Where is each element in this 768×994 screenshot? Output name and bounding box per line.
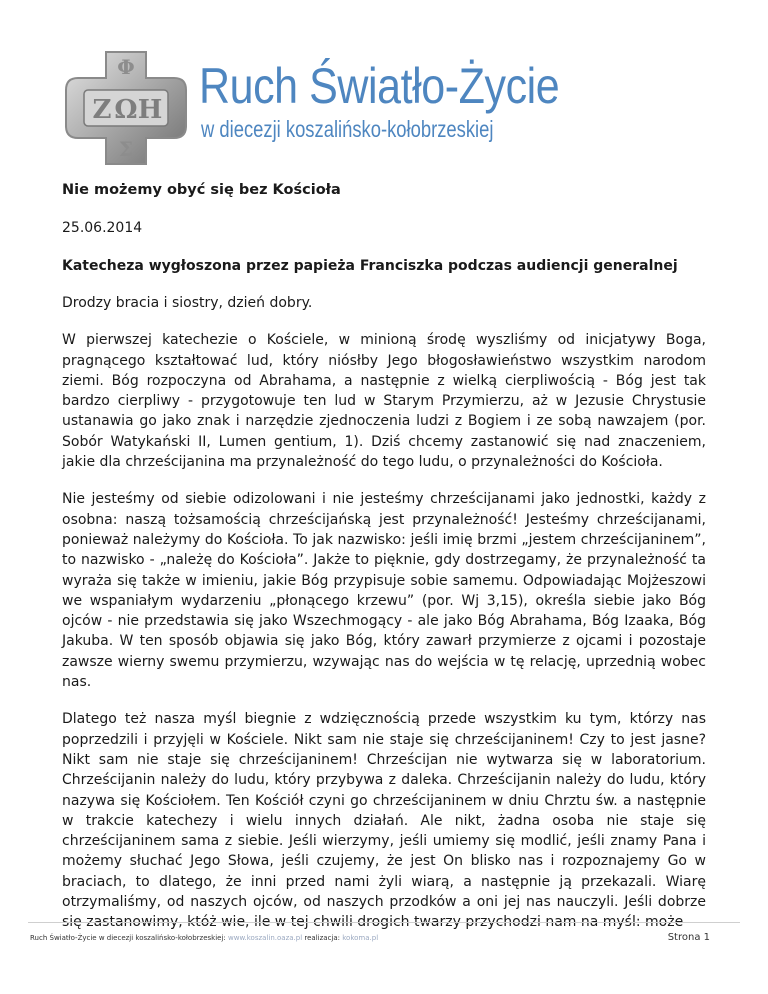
article-title: Nie możemy obyć się bez Kościoła — [62, 182, 341, 198]
logo-letter: Ζ — [92, 95, 112, 125]
article-paragraph: W pierwszej katechezie o Kościele, w minioną środę wyszliśmy od inicjatywy Boga, pragnącego kształtować lud, który niósłby Jego błogosławieństwo wszystkim narodom ziemi. Bóg rozpoczyna od Abrahama, a następnie z wielką cierpliwością - Bóg jest tak bardzo cierpliwy - przygotowuje ten lud w Starym Przymierzu, aż w Jezusie Chrystusie ustanawia go jako znak i narzędzie zjednoczenia ludzi z Bogiem i ze sobą nawzajem (por. Sobór Watykański II, Lumen gentium, 1). Dziś chcemy zastanowić się nad znaczeniem, jakie dla chrześcijanina ma przynależność do tego ludu, o przynależności do Kościoła. — [62, 332, 706, 471]
logo-letter: Η — [137, 95, 163, 125]
article-paragraph: Nie jesteśmy od siebie odizolowani i nie jesteśmy chrześcijanami jako jednostki, każdy z osobna: naszą tożsamością chrześcijańską jest przynależność! Jesteśmy chrześcijanami, ponieważ należymy do Kościoła. To jak nazwisko: jeśli imię brzmi „jestem chrześcijaninem”, to nazwisko - „należę do Kościoła”. Jakże to pięknie, gdy dostrzegamy, że przynależność ta wyraża się także w imieniu, jakie Bóg przypisuje sobie samemu. Odpowiadając Mojżeszowi we wspaniałym wydarzeniu „płonącego krzewu” (por. Wj 3,15), określa siebie jako Bóg ojców - nie przedstawia się jako Wszechmogący - ale jako Bóg Abrahama, Bóg Izaaka, Bóg Jakuba. W ten sposób objawia się jako Bóg, który zawarł przymierze z ojcami i pozostaje zawsze wierny swemu przymierzu, wzywając nas do wejścia w tę relację, uprzednią wobec nas. — [62, 491, 706, 691]
logo-letter: Φ — [117, 55, 135, 79]
page-number: Strona 1 — [667, 932, 710, 943]
footer-credit-link[interactable]: kokoma.pl — [342, 934, 379, 942]
footer-divider — [28, 922, 740, 923]
brand-subtitle: w diecezji koszalińsko-kołobrzeskiej — [201, 116, 494, 142]
page-header — [62, 40, 702, 170]
logo-letter: Ω — [114, 95, 138, 125]
footer-site-link[interactable]: www.koszalin.oaza.pl — [228, 934, 303, 942]
article-paragraph: Dlatego też nasza myśl biegnie z wdzięcznością przede wszystkim ku tym, którzy nas poprzedzili i przyjęli w Kościele. Nikt sam nie staje się chrześcijaninem! Czy to jest jasne? Nikt sam nie staje się chrześcijaninem! Chrześcijan nie wytwarza się w laboratorium. Chrześcijanin należy do ludu, który przybywa z daleka. Chrześcijanin należy do ludu, który nazywa się Kościołem. Ten Kościół czyni go chrześcijaninem w dniu Chrztu św. a następnie w trakcie katechezy i wielu innych działań. Ale nikt, żadna osoba nie staje się chrześcijaninem sama z siebie. Jeśli wierzymy, jeśli umiemy się modlić, jeśli znamy Pana i możemy słuchać Jego Słowa, jeśli czujemy, że jest On blisko nas i rozpoznajemy Go w braciach, to dlatego, że inni przed nami żyli wiarą, a następnie ją przekazali. Wiarę otrzymaliśmy, od naszych ojców, od naszych przodków a oni jej nas nauczyli. Jeśli dobrze się zastanowimy, któż wie, ile w tej chwili drogich twarzy przychodzi nam na myśl: może — [62, 711, 706, 931]
article-paragraph: Drodzy bracia i siostry, dzień dobry. — [62, 295, 313, 311]
footer-credits — [30, 934, 378, 942]
brand-title: Ruch Światło-Życie — [199, 58, 560, 114]
movement-logo-icon — [62, 48, 190, 168]
article-date: 25.06.2014 — [62, 220, 143, 236]
article-subtitle: Katecheza wygłoszona przez papieża Franciszka podczas audiencji generalnej — [62, 258, 678, 274]
footer-credit-label: realizacja: — [304, 934, 341, 942]
logo-letter: Σ — [118, 137, 134, 161]
article — [62, 180, 706, 950]
footer-site-name: Ruch Światło-Życie w diecezji koszalińsko-kołobrzeskiej: — [30, 934, 226, 942]
